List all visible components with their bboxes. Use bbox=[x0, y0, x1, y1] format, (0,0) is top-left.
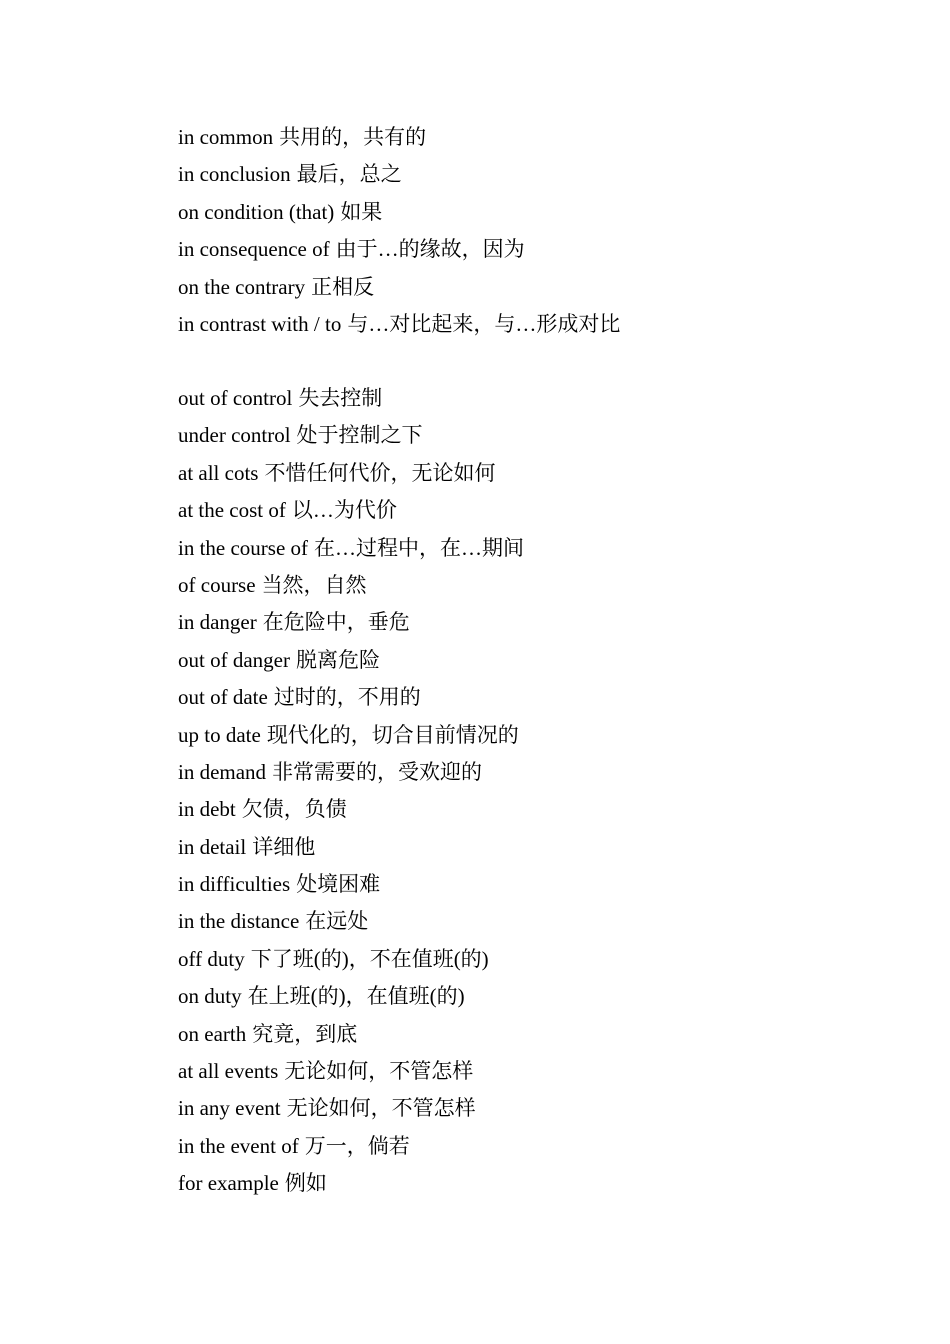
phrase-entry bbox=[178, 791, 524, 828]
phrase-entry bbox=[178, 306, 620, 343]
phrase-entry bbox=[178, 269, 620, 306]
phrase-entry bbox=[178, 1090, 524, 1127]
phrase-entry bbox=[178, 567, 524, 604]
phrase-meaning: 非常需要的，受欢迎的 bbox=[272, 759, 483, 784]
phrase-meaning: 例如 bbox=[284, 1171, 327, 1196]
phrase-meaning: 失去控制 bbox=[298, 386, 383, 410]
phrase-group-2 bbox=[178, 380, 524, 1203]
phrase-entry bbox=[178, 679, 524, 716]
phrase-entry bbox=[178, 194, 620, 231]
phrase-entry bbox=[178, 941, 524, 978]
phrase-meaning: 在…过程中，在…期间 bbox=[314, 535, 525, 560]
phrase-meaning: 由于…的缘故，因为 bbox=[335, 237, 525, 262]
phrase-meaning: 共用的，共有的 bbox=[279, 125, 427, 149]
phrase-entry bbox=[178, 866, 524, 903]
phrase-group-1 bbox=[178, 119, 620, 343]
phrase-meaning: 无论如何，不管怎样 bbox=[286, 1096, 476, 1121]
phrase-term: at all events bbox=[178, 1059, 279, 1084]
phrase-entry bbox=[178, 380, 524, 417]
phrase-entry bbox=[178, 455, 524, 492]
phrase-term: in the course of bbox=[178, 535, 309, 560]
phrase-meaning: 处于控制之下 bbox=[296, 423, 423, 448]
phrase-meaning: 在远处 bbox=[305, 909, 369, 934]
phrase-meaning: 如果 bbox=[340, 199, 383, 224]
phrase-term: in the distance bbox=[178, 909, 300, 934]
phrase-term: on earth bbox=[178, 1021, 247, 1046]
phrase-meaning: 与…对比起来，与…形成对比 bbox=[347, 311, 621, 336]
phrase-term: in difficulties bbox=[178, 872, 291, 897]
phrase-term: in detail bbox=[178, 834, 247, 859]
phrase-meaning: 究竟，到底 bbox=[252, 1021, 358, 1046]
phrase-term: out of control bbox=[178, 386, 293, 410]
phrase-entry bbox=[178, 604, 524, 641]
phrase-term: in demand bbox=[178, 759, 267, 784]
phrase-meaning: 下了班(的)，不在值班(的) bbox=[250, 946, 489, 971]
phrase-term: for example bbox=[178, 1171, 279, 1196]
phrase-meaning: 不惜任何代价，无论如何 bbox=[264, 460, 496, 485]
phrase-entry bbox=[178, 1053, 524, 1090]
phrase-entry bbox=[178, 903, 524, 940]
phrase-term: in the event of bbox=[178, 1133, 299, 1158]
phrase-meaning: 当然，自然 bbox=[261, 572, 367, 597]
phrase-entry bbox=[178, 829, 524, 866]
phrase-meaning: 处境困难 bbox=[296, 872, 381, 897]
phrase-entry bbox=[178, 530, 524, 567]
phrase-entry bbox=[178, 978, 524, 1015]
phrase-meaning: 在危险中，垂危 bbox=[262, 610, 410, 635]
phrase-meaning: 在上班(的)，在值班(的) bbox=[247, 984, 465, 1009]
phrase-meaning: 正相反 bbox=[311, 274, 375, 299]
phrase-meaning: 欠债，负债 bbox=[241, 797, 347, 822]
phrase-term: in debt bbox=[178, 797, 236, 822]
phrase-term: in conclusion bbox=[178, 162, 291, 187]
phrase-entry bbox=[178, 642, 524, 679]
phrase-term: in any event bbox=[178, 1096, 281, 1121]
phrase-term: in contrast with / to bbox=[178, 311, 342, 336]
phrase-term: of course bbox=[178, 572, 256, 597]
phrase-entry bbox=[178, 717, 524, 754]
phrase-meaning: 无论如何，不管怎样 bbox=[284, 1059, 474, 1084]
phrase-entry bbox=[178, 1165, 524, 1202]
phrase-term: on duty bbox=[178, 984, 242, 1009]
phrase-term: out of date bbox=[178, 685, 268, 710]
phrase-term: off duty bbox=[178, 946, 245, 971]
phrase-term: in common bbox=[178, 125, 274, 149]
phrase-entry bbox=[178, 417, 524, 454]
phrase-entry bbox=[178, 492, 524, 529]
phrase-term: on condition (that) bbox=[178, 199, 335, 224]
phrase-meaning: 最后，总之 bbox=[296, 162, 402, 187]
phrase-entry bbox=[178, 231, 620, 268]
phrase-term: up to date bbox=[178, 722, 261, 747]
phrase-term: at the cost of bbox=[178, 498, 286, 523]
phrase-term: in danger bbox=[178, 610, 257, 635]
phrase-meaning: 现代化的，切合目前情况的 bbox=[266, 722, 519, 747]
phrase-term: on the contrary bbox=[178, 274, 306, 299]
phrase-entry bbox=[178, 156, 620, 193]
phrase-meaning: 万一，倘若 bbox=[304, 1133, 410, 1158]
phrase-meaning: 详细他 bbox=[252, 834, 316, 859]
phrase-entry bbox=[178, 754, 524, 791]
phrase-meaning: 脱离危险 bbox=[295, 647, 380, 672]
phrase-term: out of danger bbox=[178, 647, 290, 672]
phrase-entry bbox=[178, 1016, 524, 1053]
phrase-meaning: 过时的，不用的 bbox=[273, 685, 421, 710]
phrase-term: at all cots bbox=[178, 460, 259, 485]
phrase-term: under control bbox=[178, 423, 291, 448]
phrase-meaning: 以…为代价 bbox=[291, 498, 397, 523]
phrase-entry bbox=[178, 1128, 524, 1165]
phrase-term: in consequence of bbox=[178, 237, 330, 262]
phrase-entry bbox=[178, 119, 620, 156]
